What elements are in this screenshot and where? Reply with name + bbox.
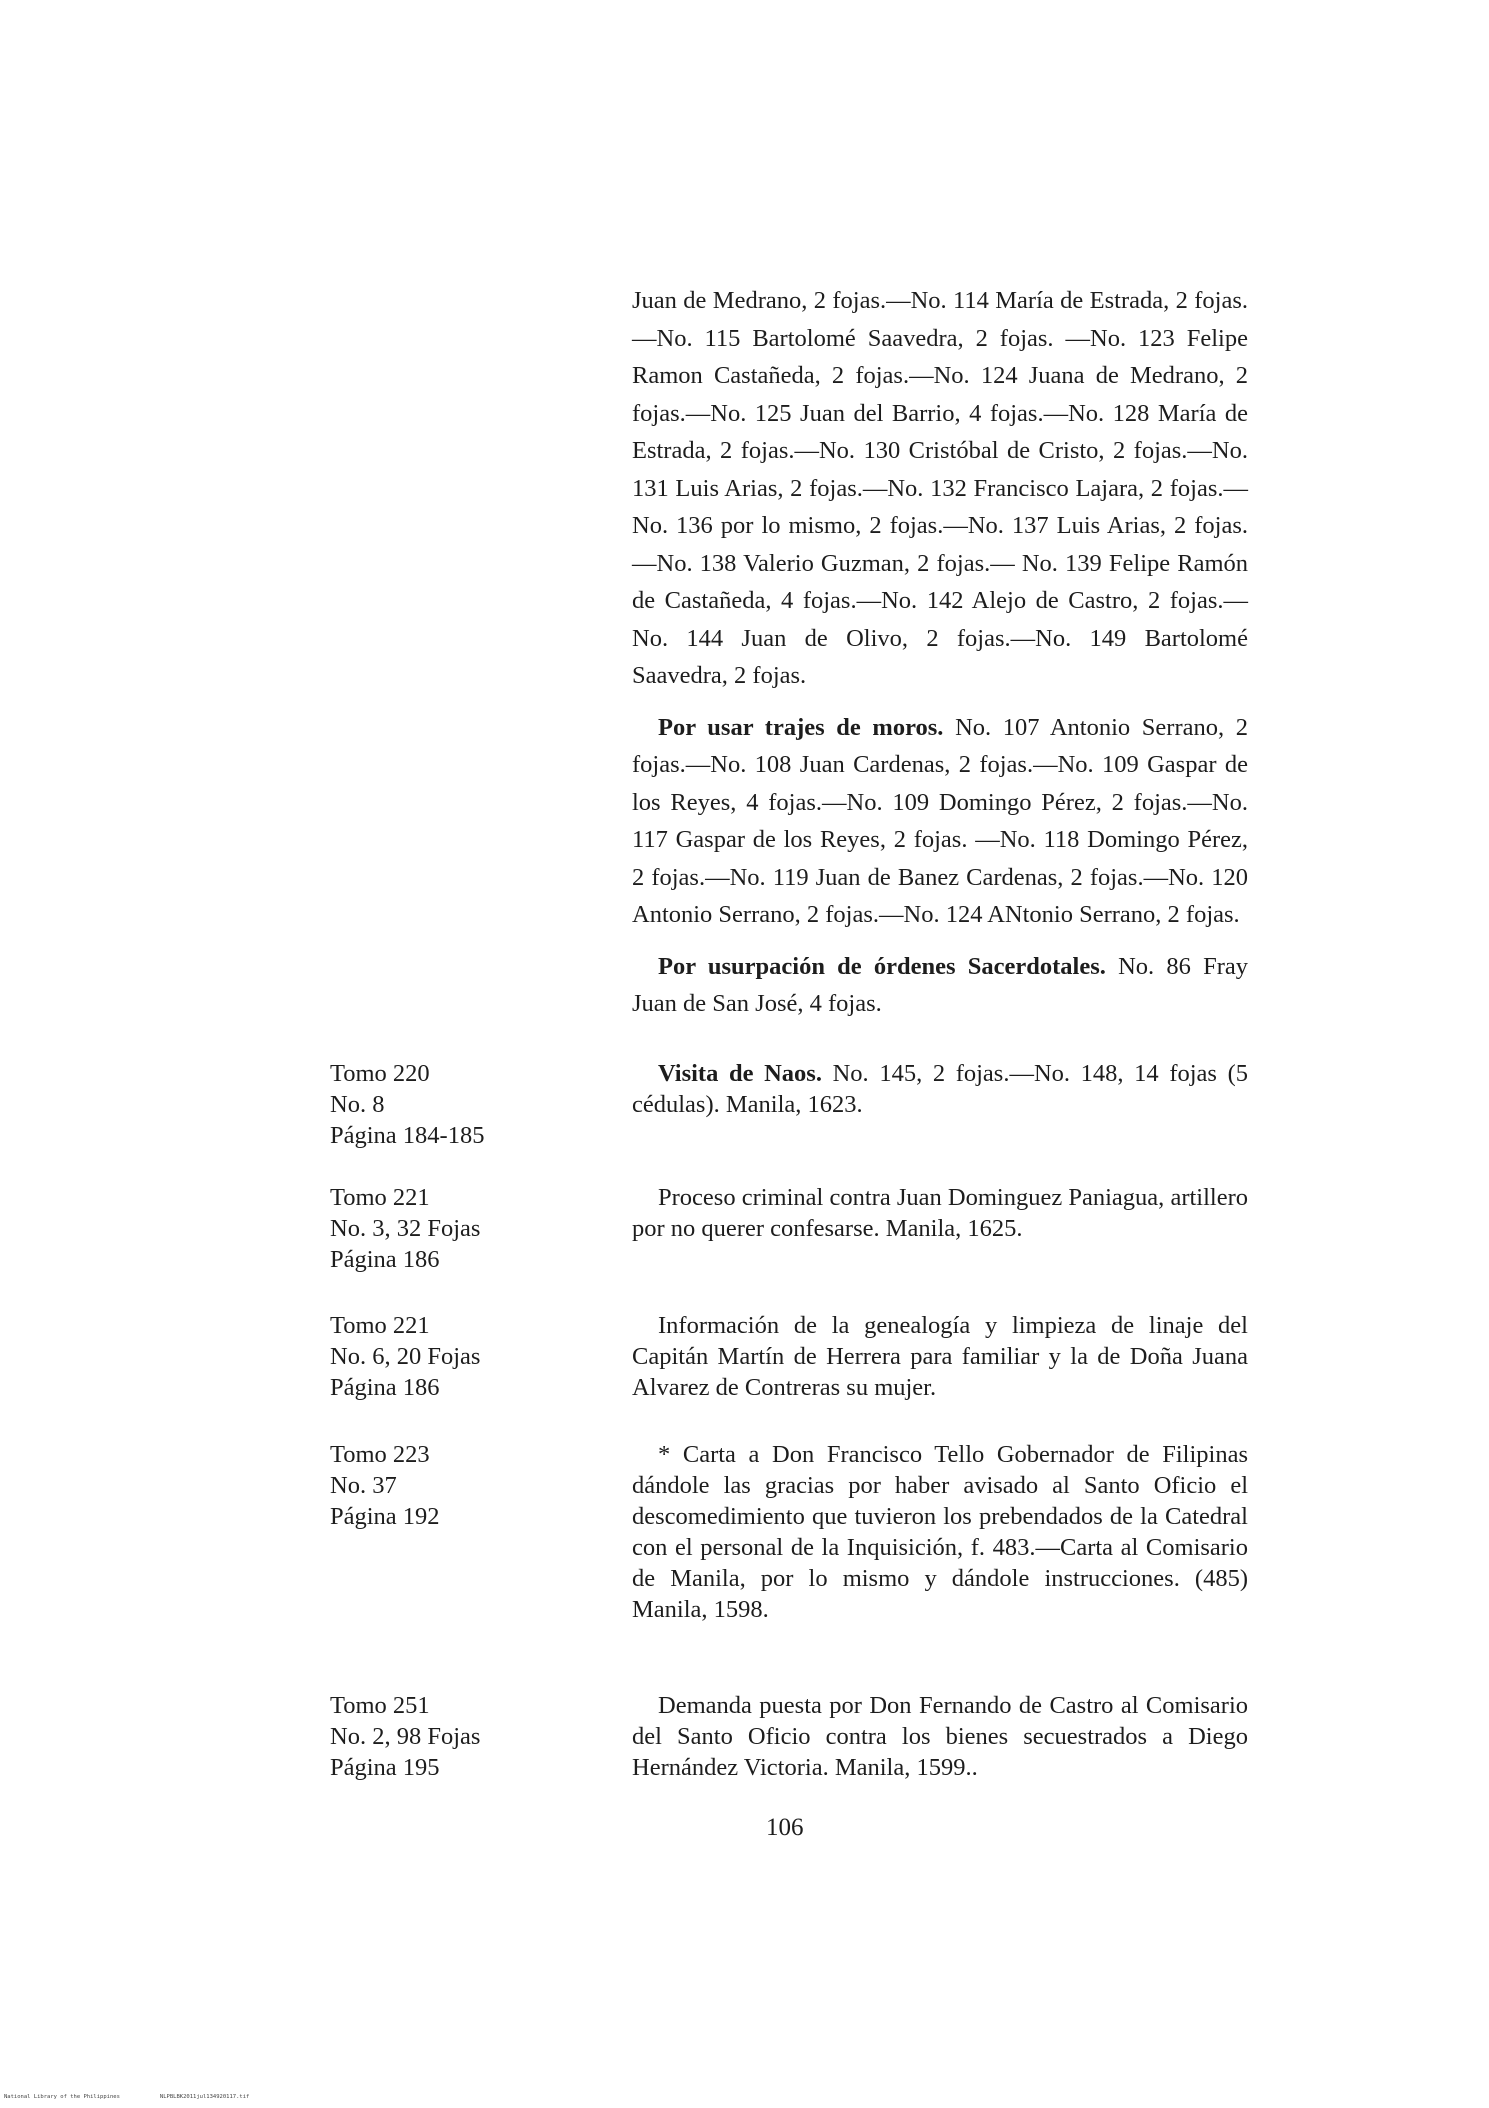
no-label: No. 6, 20 Fojas xyxy=(330,1343,481,1370)
entry-text xyxy=(632,1439,1248,1625)
footer-library: National Library of the Philippines xyxy=(4,2094,120,2100)
reference-block xyxy=(330,1690,570,1783)
pagina-label: Página 186 xyxy=(330,1374,440,1401)
entry-heading: Visita de Naos. xyxy=(658,1060,822,1087)
entry-text xyxy=(632,1310,1248,1403)
reference-block xyxy=(330,1182,570,1275)
paragraph-heading: Por usar trajes de moros. xyxy=(658,713,944,741)
entry-body: No. 145, 2 fojas.—No. 148, 14 fojas (5 cédulas). Manila, 1623. xyxy=(632,1060,1248,1118)
paragraph-continued: Juan de Medrano, 2 fojas.—No. 114 María de Estrada, 2 fojas.—No. 115 Bartolomé Saavedra, 2 fojas. —No. 123 Felipe Ramon Castañeda, 2 fojas.—No. 124 Juana de Medrano, 2 fojas.—No. 125 Juan del Barrio, 4 fojas.—No. 128 María de Estrada, 2 fojas.—No. 130 Cristóbal de Cristo, 2 fojas.—No. 131 Luis Arias, 2 fojas.—No. 132 Francisco Lajara, 2 fojas.—No. 136 por lo mismo, 2 fojas.—No. 137 Luis Arias, 2 fojas.—No. 138 Valerio Guzman, 2 fojas.— No. 139 Felipe Ramón de Castañeda, 4 fojas.—No. 142 Alejo de Castro, 2 fojas.—No. 144 Juan de Olivo, 2 fojas.—No. 149 Bartolomé Saavedra, 2 fojas. xyxy=(632,287,1248,689)
paragraph-trajes-de-moros xyxy=(632,709,1248,934)
reference-block xyxy=(330,1058,570,1151)
entry-body: * Carta a Don Francisco Tello Gobernador de Filipinas dándole las gracias por haber avisado al Santo Oficio el descomedimiento que tuvieron los prebendados de la Catedral con el personal de la Inquisición, f. 483.—Carta al Comisario de Manila, por lo mismo y dándole instrucciones. (485) Manila, 1598. xyxy=(632,1441,1248,1623)
entry-body: Información de la genealogía y limpieza de linaje del Capitán Martín de Herrera para familiar y la de Doña Juana Alvarez de Contreras su mujer. xyxy=(632,1312,1248,1401)
tomo-label: Tomo 251 xyxy=(330,1692,430,1719)
tomo-label: Tomo 221 xyxy=(330,1312,430,1339)
page-number: 106 xyxy=(766,1814,804,1841)
tomo-label: Tomo 220 xyxy=(330,1060,430,1087)
entry-body: Proceso criminal contra Juan Dominguez Paniagua, artillero por no querer confesarse. Manila, 1625. xyxy=(632,1184,1248,1242)
paragraph-text: No. 86 Fray Juan de San José, 4 fojas. xyxy=(632,952,1248,1017)
paragraph-text: No. 107 Antonio Serrano, 2 fojas.—No. 108 Juan Cardenas, 2 fojas.—No. 109 Gaspar de los Reyes, 4 fojas.—No. 109 Domingo Pérez, 2 fojas.—No. 117 Gaspar de los Reyes, 2 fojas. —No. 118 Domingo Pérez, 2 fojas.—No. 119 Juan de Banez Cardenas, 2 fojas.—No. 120 Antonio Serrano, 2 fojas.—No. 124 ANtonio Serrano, 2 fojas. xyxy=(632,713,1249,928)
scan-footer xyxy=(4,2094,249,2100)
reference-block xyxy=(330,1310,570,1403)
entry-text xyxy=(632,1182,1248,1244)
pagina-label: Página 192 xyxy=(330,1503,440,1530)
body-text xyxy=(632,282,1248,1023)
no-label: No. 37 xyxy=(330,1472,397,1499)
tomo-label: Tomo 221 xyxy=(330,1184,430,1211)
paragraph-usurpacion xyxy=(632,948,1248,1023)
no-label: No. 8 xyxy=(330,1091,385,1118)
paragraph-heading: Por usurpación de órdenes Sacerdotales. xyxy=(658,952,1106,980)
tomo-label: Tomo 223 xyxy=(330,1441,430,1468)
entry-text xyxy=(632,1058,1248,1120)
reference-block xyxy=(330,1439,570,1532)
pagina-label: Página 195 xyxy=(330,1754,440,1781)
entry-text xyxy=(632,1690,1248,1783)
entry-body: Demanda puesta por Don Fernando de Castro al Comisario del Santo Oficio contra los bienes secuestrados a Diego Hernández Victoria. Manila, 1599.. xyxy=(632,1692,1248,1781)
no-label: No. 2, 98 Fojas xyxy=(330,1723,481,1750)
pagina-label: Página 186 xyxy=(330,1246,440,1273)
no-label: No. 3, 32 Fojas xyxy=(330,1215,481,1242)
footer-filename: NLPBLBK2011jul134920117.tif xyxy=(159,2094,250,2100)
pagina-label: Página 184-185 xyxy=(330,1122,485,1149)
